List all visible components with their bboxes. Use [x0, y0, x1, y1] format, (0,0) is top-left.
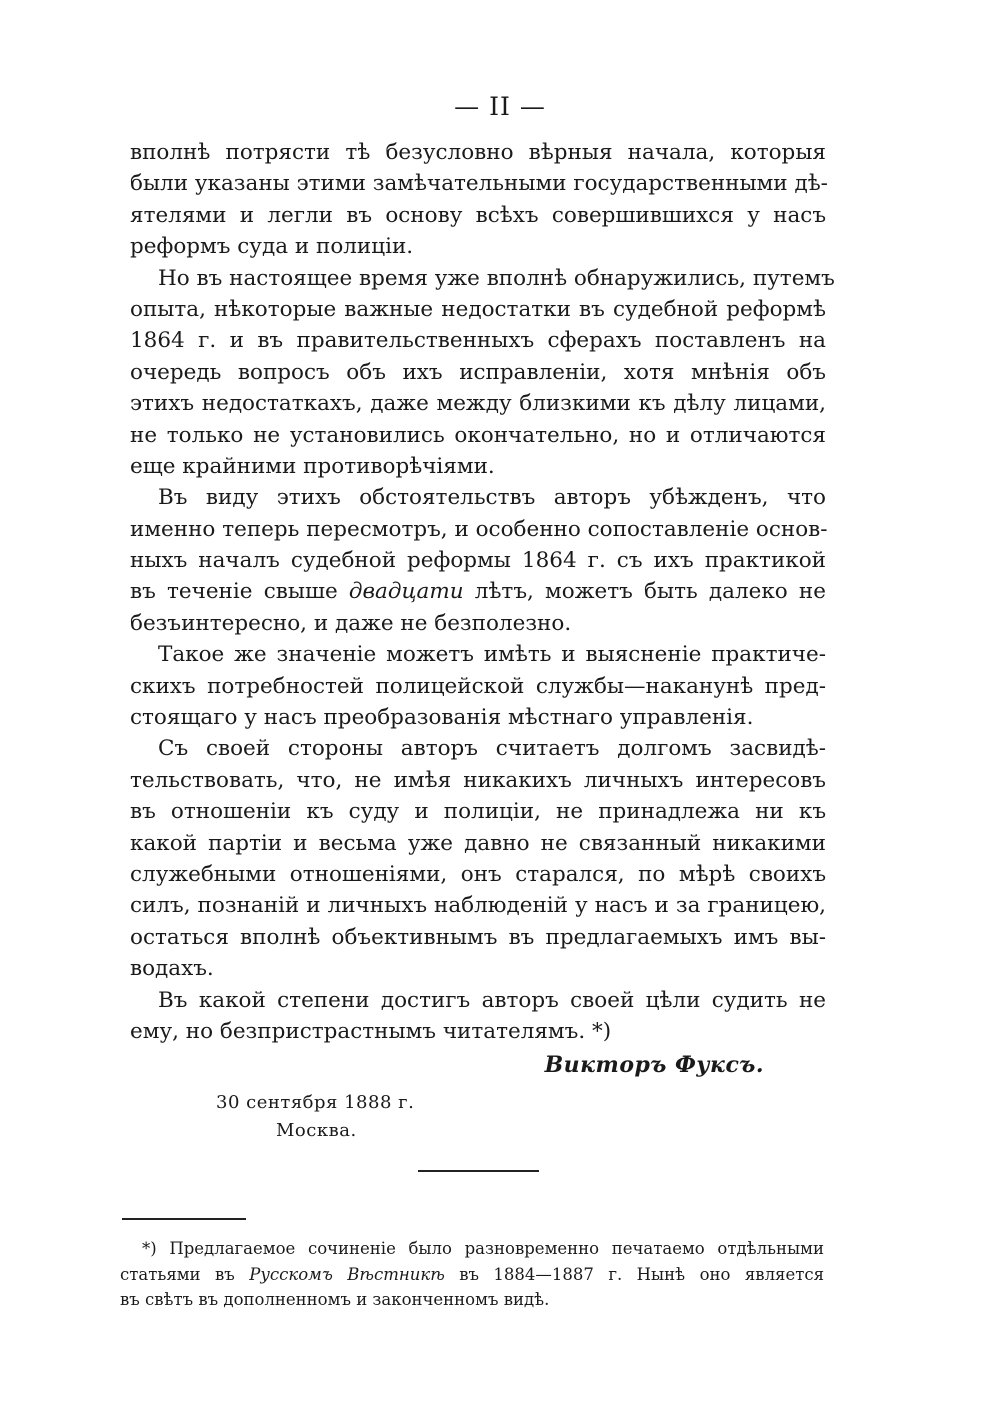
text-line: служебными отношеніями, онъ старался, по мѣрѣ своихъ	[130, 861, 826, 887]
paragraph	[130, 733, 826, 984]
text-fragment: въ теченіе свыше	[130, 579, 338, 605]
date-line: 30 сентября 1888 г.	[216, 1092, 415, 1113]
text-line: какой партіи и весьма уже давно не связанный никакими	[130, 830, 826, 856]
footnote-line: *) Предлагаемое сочиненіе было разновременно печатаемо отдѣльными	[142, 1239, 824, 1258]
page-number: — II —	[454, 92, 546, 121]
paragraph	[130, 482, 826, 639]
text-line: ныхъ началъ судебной реформы 1864 г. съ ихъ практикой	[130, 548, 826, 574]
text-line: Въ виду этихъ обстоятельствъ авторъ убѣжденъ, что	[158, 485, 826, 511]
text-line: этихъ недостаткахъ, даже между близкими къ дѣлу лицами,	[130, 391, 826, 417]
footnote-line-with-title	[120, 1262, 824, 1288]
paragraph	[130, 137, 826, 263]
text-fragment: статьями въ	[120, 1264, 235, 1284]
text-line: очередь вопросъ объ ихъ исправленіи, хотя мнѣнія объ	[130, 359, 826, 385]
text-line: водахъ.	[130, 956, 214, 982]
text-line: реформъ суда и полиціи.	[130, 234, 414, 260]
footnote-divider	[122, 1218, 246, 1220]
text-line: тельствовать, что, не имѣя никакихъ личныхъ интересовъ	[130, 767, 826, 793]
text-line: Съ своей стороны авторъ считаетъ долгомъ засвидѣ-	[158, 736, 826, 762]
text-line: были указаны этими замѣчательными государственными дѣ-	[130, 171, 828, 197]
text-line: стоящаго у насъ преобразованія мѣстнаго управленія.	[130, 705, 754, 731]
text-line: Но въ настоящее время уже вполнѣ обнаружились, путемъ	[158, 265, 835, 291]
section-divider	[418, 1170, 539, 1172]
text-line: силъ, познаній и личныхъ наблюденій у насъ и за границею,	[130, 893, 826, 919]
text-line: 1864 г. и въ правительственныхъ сферахъ поставленъ на	[130, 328, 826, 354]
text-line: опыта, нѣкоторые важные недостатки въ судебной реформѣ	[130, 296, 826, 322]
text-line: безъинтересно, и даже не безполезно.	[130, 610, 572, 636]
footnote	[120, 1236, 824, 1313]
paragraph	[130, 985, 826, 1048]
author-signature: Викторъ Фуксъ.	[544, 1052, 764, 1078]
text-line: въ отношеніи къ суду и полиціи, не принадлежа ни къ	[130, 799, 826, 825]
emphasized-word: двадцати	[348, 579, 464, 605]
text-line: остаться вполнѣ объективнымъ въ предлагаемыхъ имъ вы-	[130, 924, 826, 950]
city-line: Москва.	[276, 1120, 357, 1141]
text-fragment: въ 1884—1887 г. Нынѣ оно является	[459, 1264, 824, 1284]
paragraph	[130, 263, 835, 483]
text-line-with-emphasis	[130, 576, 826, 607]
paragraph	[130, 639, 826, 733]
journal-title: Русскомъ Вѣстникѣ	[249, 1264, 445, 1284]
text-line: не только не установились окончательно, но и отличаются	[130, 422, 826, 448]
text-line: еще крайними противорѣчіями.	[130, 453, 495, 479]
preface-text	[130, 137, 835, 1047]
text-line: ятелями и легли въ основу всѣхъ совершившихся у насъ	[130, 202, 826, 228]
text-line: ему, но безпристрастнымъ читателямъ. *)	[130, 1018, 612, 1044]
footnote-line: въ свѣтъ въ дополненномъ и законченномъ видѣ.	[120, 1290, 550, 1310]
text-line: вполнѣ потрясти тѣ безусловно вѣрныя начала, которыя	[130, 140, 826, 165]
text-line: Въ какой степени достигъ авторъ своей цѣли судить не	[158, 987, 826, 1013]
text-line: скихъ потребностей полицейской службы—наканунѣ пред-	[130, 673, 826, 699]
text-line: Такое же значеніе можетъ имѣть и выясненіе практиче-	[158, 642, 826, 668]
text-line: именно теперь пересмотръ, и особенно сопоставленіе основ-	[130, 516, 828, 542]
text-fragment: лѣтъ, можетъ быть далеко не	[474, 579, 826, 605]
